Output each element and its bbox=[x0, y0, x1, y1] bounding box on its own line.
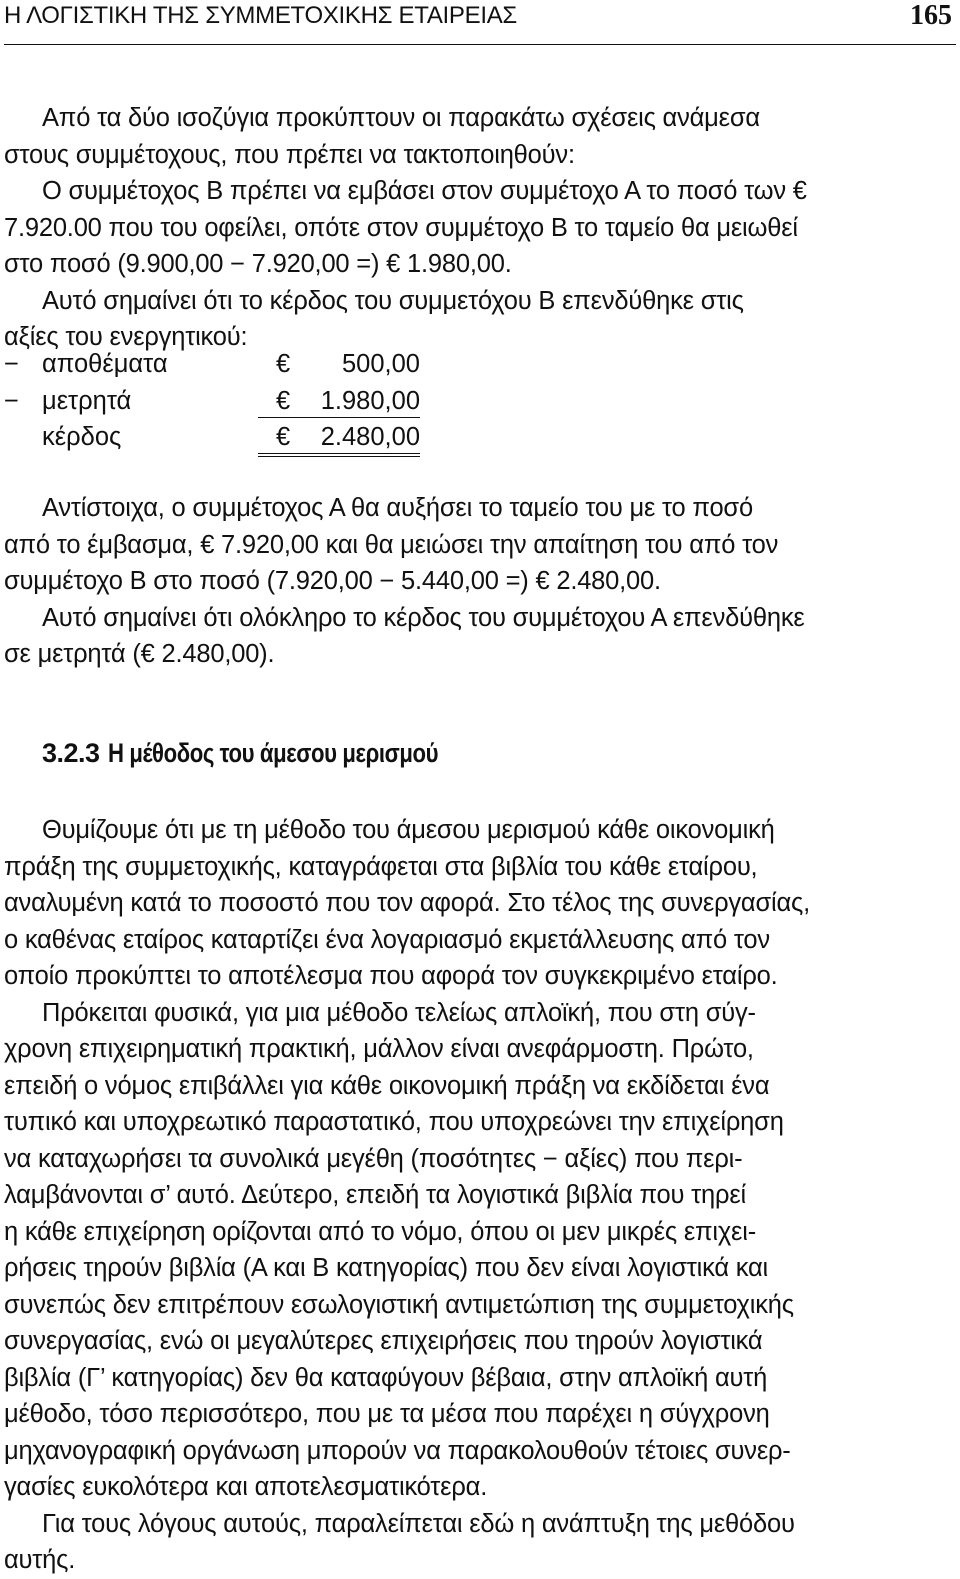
text-line: στους συμμέτοχους, που πρέπει να τακτοποιηθούν: bbox=[4, 140, 575, 169]
euro-sign: € bbox=[276, 350, 291, 378]
item-amount-cell bbox=[258, 383, 420, 418]
body-text bbox=[4, 812, 960, 1579]
text-line: γασίες ευκολότερα και αποτελεσματικότερα. bbox=[4, 1473, 488, 1501]
text-line: λαμβάνονται σ’ αυτό. Δεύτερο, επειδή τα λογιστικά βιβλία που τηρεί bbox=[4, 1181, 746, 1209]
paragraph-partner-a bbox=[4, 490, 960, 673]
text-line: αυτής. bbox=[4, 1546, 76, 1574]
text-line: Για τους λόγους αυτούς, παραλείπεται εδώ η ανάπτυξη της μεθόδου bbox=[42, 1509, 795, 1538]
text-line: μηχανογραφική οργάνωση μπορούν να παρακολουθούν τέτοιες συνερ- bbox=[4, 1436, 791, 1465]
euro-sign: € bbox=[276, 423, 291, 451]
text-line: συνεργασίας, ενώ οι μεγαλύτερες επιχειρήσεις που τηρούν λογιστικά bbox=[4, 1327, 763, 1355]
text-line: αξίες του ενεργητικού: bbox=[4, 323, 248, 351]
text-line: Από τα δύο ισοζύγια προκύπτουν οι παρακάτω σχέσεις ανάμεσα bbox=[42, 104, 760, 132]
text-line: βιβλία (Γ’ κατηγορίας) δεν θα καταφύγουν βέβαια, στην απλοϊκή αυτή bbox=[4, 1363, 768, 1392]
text-line: οποίο προκύπτει το αποτέλεσμα που αφορά τον συγκεκριμένο εταίρο. bbox=[4, 962, 778, 990]
text-line: συνεπώς δεν επιτρέπουν εσωλογιστική αντιμετώπιση της συμμετοχικής bbox=[4, 1290, 794, 1319]
text-line: Αυτό σημαίνει ότι το κέρδος του συμμετόχου Β επενδύθηκε στις bbox=[42, 286, 744, 315]
text-line: Θυμίζουμε ότι με τη μέθοδο του άμεσου μερισμού κάθε οικονομική bbox=[42, 816, 775, 844]
text-line: συμμέτοχο Β στο ποσό (7.920,00 − 5.440,00 =) € 2.480,00. bbox=[4, 567, 661, 595]
list-dash: − bbox=[4, 350, 19, 378]
running-head: Η ΛΟΓΙΣΤΙΚΗ ΤΗΣ ΣΥΜΜΕΤΟΧΙΚΗΣ ΕΤΑΙΡΕΙΑΣ bbox=[4, 2, 517, 29]
text-line: αναλυμένη κατά το ποσοστό που τον αφορά. Στο τέλος της συνεργασίας, bbox=[4, 889, 810, 917]
item-amount-cell bbox=[258, 346, 420, 380]
section-number: 3.2.3 bbox=[42, 738, 100, 768]
text-line: από το έμβασμα, € 7.920,00 και θα μειώσει την απαίτηση του από τον bbox=[4, 530, 779, 559]
text-line: πράξη της συμμετοχικής, καταγράφεται στα βιβλία του κάθε εταίρου, bbox=[4, 852, 758, 881]
item-amount: 2.480,00 bbox=[320, 423, 420, 451]
text-line: 7.920.00 που του οφείλει, οπότε στον συμμέτοχο Β το ταμείο θα μειωθεί bbox=[4, 213, 798, 242]
text-line: Αντίστοιχα, ο συμμέτοχος Α θα αυξήσει το ταμείο του με το ποσό bbox=[42, 494, 753, 522]
text-line: Πρόκειται φυσικά, για μια μέθοδο τελείως απλοϊκή, που στη σύγ- bbox=[42, 998, 756, 1027]
text-line: χρονη επιχειρηματική πρακτική, μάλλον είναι ανεφάρμοστη. Πρώτο, bbox=[4, 1035, 754, 1063]
list-dash: − bbox=[4, 386, 19, 415]
text-line: ρήσεις τηρούν βιβλία (Α και Β κατηγορίας) που δεν είναι λογιστικά και bbox=[4, 1254, 769, 1282]
section-heading bbox=[42, 738, 510, 769]
text-line: σε μετρητά (€ 2.480,00). bbox=[4, 640, 275, 668]
euro-sign: € bbox=[276, 386, 291, 415]
section-title: Η μέθοδος του άμεσου μερισμού bbox=[107, 738, 438, 768]
page-number: 165 bbox=[910, 0, 952, 31]
item-label: αποθέματα bbox=[42, 350, 168, 378]
text-line: μέθοδο, τόσο περισσότερο, που με τα μέσα που παρέχει η σύγχρονη bbox=[4, 1400, 770, 1428]
page-header bbox=[4, 0, 956, 45]
item-amount: 500,00 bbox=[342, 350, 420, 378]
item-label: μετρητά bbox=[42, 386, 132, 415]
text-line: η κάθε επιχείρηση ορίζονται από το νόμο, όπου οι μεν μικρές επιχει- bbox=[4, 1217, 756, 1246]
text-line: Ο συμμέτοχος Β πρέπει να εμβάσει στον συμμέτοχο Α το ποσό των € bbox=[42, 177, 807, 205]
text-line: να καταχωρήσει τα συνολικά μεγέθη (ποσότητες − αξίες) που περι- bbox=[4, 1144, 743, 1173]
text-line: ο καθένας εταίρος καταρτίζει ένα λογαριασμό εκμετάλλευσης από τον bbox=[4, 925, 770, 954]
text-line: τυπικό και υποχρεωτικό παραστατικό, που υποχρεώνει την επιχείρηση bbox=[4, 1108, 784, 1136]
item-amount: 1.980,00 bbox=[320, 386, 420, 415]
text-line: Αυτό σημαίνει ότι ολόκληρο το κέρδος του συμμέτοχου Α επενδύθηκε bbox=[42, 603, 805, 632]
paragraph-balances bbox=[4, 100, 960, 356]
item-label: κέρδος bbox=[42, 423, 122, 451]
text-line: επειδή ο νόμος επιβάλλει για κάθε οικονομική πράξη να εκδίδεται ένα bbox=[4, 1071, 770, 1100]
item-amount-cell bbox=[258, 419, 420, 457]
text-line: στο ποσό (9.900,00 − 7.920,00 =) € 1.980,00. bbox=[4, 250, 512, 278]
